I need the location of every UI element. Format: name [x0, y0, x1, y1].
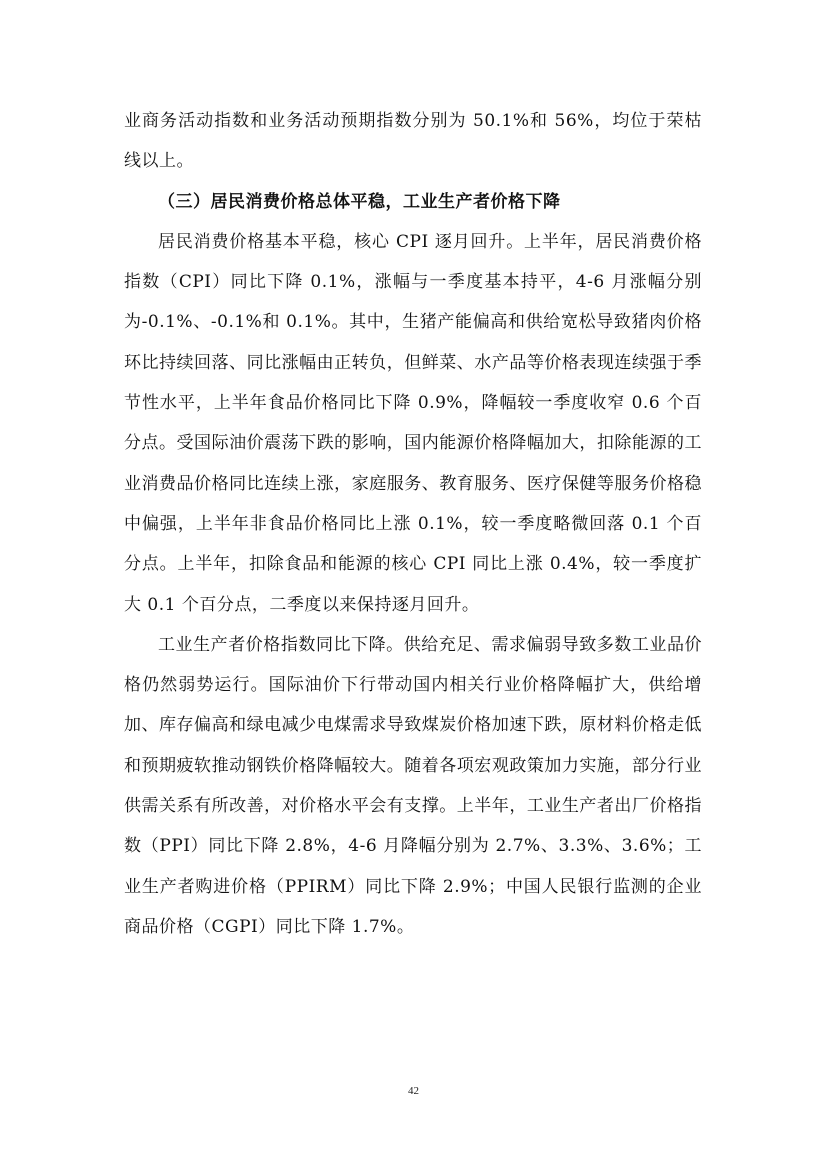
paragraph-cpi: 居民消费价格基本平稳，核心 CPI 逐月回升。上半年，居民消费价格指数（CPI）同比下降 0.1%，涨幅与一季度基本持平，4-6 月涨幅分别为-0.1%、-0.1%和 0.1%。其中，生猪产能偏高和供给宽松导致猪肉价格环比持续回落、同比涨幅由正转负，但鲜菜、水产品等价格表现连续强于季节性水平，上半年食品价格同比下降 0.9%，降幅较一季度收窄 0.6 个百分点。受国际油价震荡下跌的影响，国内能源价格降幅加大，扣除能源的工业消费品价格同比连续上涨，家庭服务、教育服务、医疗保健等服务价格稳中偏强，上半年非食品价格同比上涨 0.1%，较一季度略微回落 0.1 个百分点。上半年，扣除食品和能源的核心 CPI 同比上涨 0.4%，较一季度扩大 0.1 个百分点，二季度以来保持逐月回升。: [124, 231, 702, 615]
paragraph-ppi: 工业生产者价格指数同比下降。供给充足、需求偏弱导致多数工业品价格仍然弱势运行。国际油价下行带动国内相关行业价格降幅扩大，供给增加、库存偏高和绿电减少电煤需求导致煤炭价格加速下跌，原材料价格走低和预期疲软推动钢铁价格降幅较大。随着各项宏观政策加力实施，部分行业供需关系有所改善，对价格水平会有支撑。上半年，工业生产者出厂价格指数（PPI）同比下降 2.8%，4-6 月降幅分别为 2.7%、3.3%、3.6%；工业生产者购进价格（PPIRM）同比下降 2.9%；中国人民银行监测的企业商品价格（CGPI）同比下降 1.7%。: [124, 634, 702, 937]
page-number: 42: [408, 1085, 419, 1097]
body-text: [124, 101, 702, 947]
section-heading: （三）居民消费价格总体平稳，工业生产者价格下降: [158, 191, 561, 212]
continued-paragraph: 业商务活动指数和业务活动预期指数分别为 50.1%和 56%，均位于荣枯线以上。: [124, 111, 702, 172]
